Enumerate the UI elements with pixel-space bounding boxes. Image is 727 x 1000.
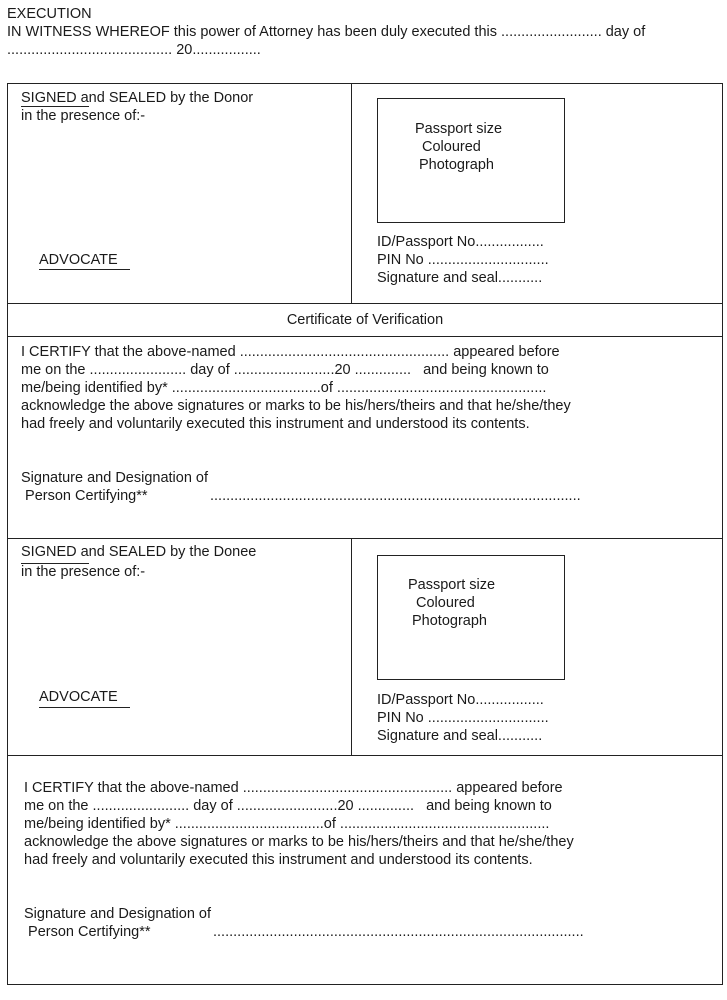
certifier-label: Person Certifying** (24, 924, 151, 940)
row-divider (7, 336, 723, 337)
donee-signed-line: SIGNED and SEALED by the Donee (21, 544, 257, 560)
certifier-label: Person Certifying** (21, 488, 148, 504)
verification-title: Certificate of Verification (286, 312, 444, 328)
donor-signature-line: Signature and seal........... (377, 270, 543, 286)
certificate-line: me on the ........................ day of .........................20 .............. and being known to (24, 798, 552, 814)
donee-presence-line: in the presence of:- (21, 564, 146, 580)
certifier-signature-dots: ............................................................................................ (210, 488, 581, 504)
witness-line-2: ......................................... 20................. (7, 42, 261, 58)
photo-label: Coloured (422, 139, 481, 155)
donee-pin-line: PIN No .............................. (377, 710, 549, 726)
donor-pin-line: PIN No .............................. (377, 252, 549, 268)
donor-presence-line: in the presence of:- (21, 108, 146, 124)
donor-advocate-label: ADVOCATE (39, 252, 118, 268)
photo-label: Coloured (416, 595, 475, 611)
column-divider (351, 83, 352, 303)
advocate-underline (39, 707, 130, 708)
certificate-line: acknowledge the above signatures or marks to be his/hers/theirs and that he/she/they (24, 834, 574, 850)
row-divider (7, 538, 723, 539)
certificate-line: acknowledge the above signatures or marks to be his/hers/theirs and that he/she/they (21, 398, 571, 414)
photo-label: Passport size (408, 577, 496, 593)
certificate-line: had freely and voluntarily executed this instrument and understood its contents. (21, 416, 530, 432)
photo-label: Passport size (415, 121, 503, 137)
photo-label: Photograph (412, 613, 487, 629)
donee-advocate-label: ADVOCATE (39, 689, 118, 705)
certificate-line: I CERTIFY that the above-named .................................................... appeared before (24, 780, 563, 796)
donee-signature-line: Signature and seal........... (377, 728, 543, 744)
certificate-line: me/being identified by* .....................................of .................................................... (24, 816, 550, 832)
witness-line-1: IN WITNESS WHEREOF this power of Attorney has been duly executed this ......................... day of (7, 24, 646, 40)
certificate-line: had freely and voluntarily executed this instrument and understood its contents. (24, 852, 533, 868)
donor-signed-line: SIGNED and SEALED by the Donor (21, 90, 254, 106)
donee-id-line: ID/Passport No................. (377, 692, 544, 708)
certifier-signature-dots: ............................................................................................ (213, 924, 584, 940)
certificate-line: me on the ........................ day of .........................20 .............. and being known to (21, 362, 549, 378)
advocate-underline (39, 269, 130, 270)
photo-label: Photograph (419, 157, 494, 173)
certificate-line: I CERTIFY that the above-named .................................................... appeared before (21, 344, 560, 360)
execution-heading: EXECUTION (7, 6, 92, 22)
certificate-line: me/being identified by* .....................................of .................................................... (21, 380, 547, 396)
certifier-label: Signature and Designation of (21, 470, 209, 486)
donor-id-line: ID/Passport No................. (377, 234, 544, 250)
row-divider (7, 303, 723, 304)
certifier-label: Signature and Designation of (24, 906, 212, 922)
column-divider (351, 538, 352, 755)
donee-photo-box (377, 555, 565, 680)
donor-photo-box (377, 98, 565, 223)
row-divider (7, 755, 723, 756)
